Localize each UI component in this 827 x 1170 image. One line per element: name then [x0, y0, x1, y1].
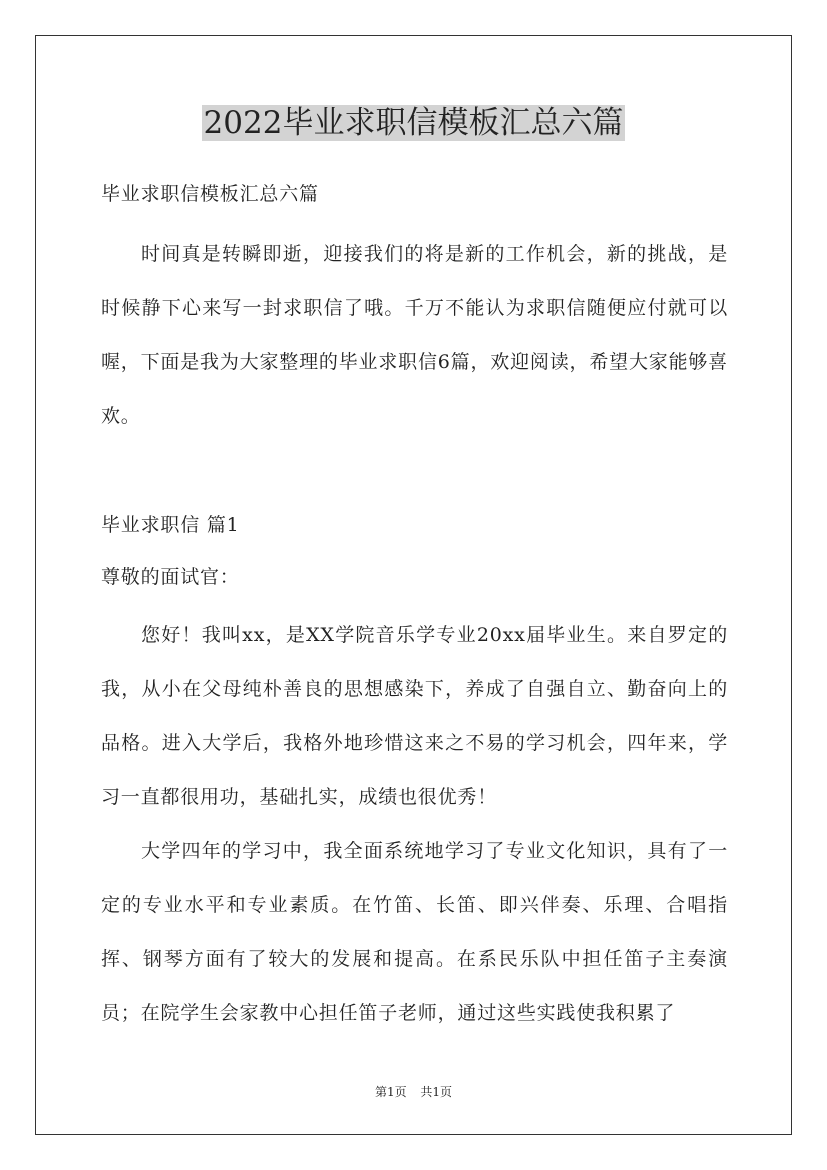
page-number: 第1页 [374, 1085, 407, 1099]
document-body [101, 175, 728, 1040]
document-subtitle: 毕业求职信模板汇总六篇 [101, 183, 319, 205]
page-footer [0, 1083, 827, 1100]
letter-paragraph: 大学四年的学习中，我全面系统地学习了专业文化知识，具有了一定的专业水平和专业素质。在竹笛、长笛、即兴伴奏、乐理、合唱指挥、钢琴方面有了较大的发展和提高。在系民乐队中担任笛子主奏演员；在院学生会家教中心担任笛子老师，通过这些实践使我积累了 [101, 840, 728, 1024]
intro-paragraph: 时间真是转瞬即逝，迎接我们的将是新的工作机会，新的挑战，是时候静下心来写一封求职信了哦。千万不能认为求职信随便应付就可以喔，下面是我为大家整理的毕业求职信6篇，欢迎阅读，希望大家能够喜欢。 [101, 243, 728, 427]
page-total: 共1页 [420, 1085, 453, 1099]
document-title-text: 2022毕业求职信模板汇总六篇 [203, 105, 624, 141]
document-title [0, 101, 827, 145]
letter-paragraph: 您好！我叫xx，是XX学院音乐学专业20xx届毕业生。来自罗定的我，从小在父母纯朴善良的思想感染下，养成了自强自立、勤奋向上的品格。进入大学后，我格外地珍惜这来之不易的学习机会，四年来，学习一直都很用功，基础扎实，成绩也很优秀！ [101, 624, 728, 808]
salutation: 尊敬的面试官： [101, 566, 240, 588]
section-heading: 毕业求职信 篇1 [101, 514, 240, 536]
